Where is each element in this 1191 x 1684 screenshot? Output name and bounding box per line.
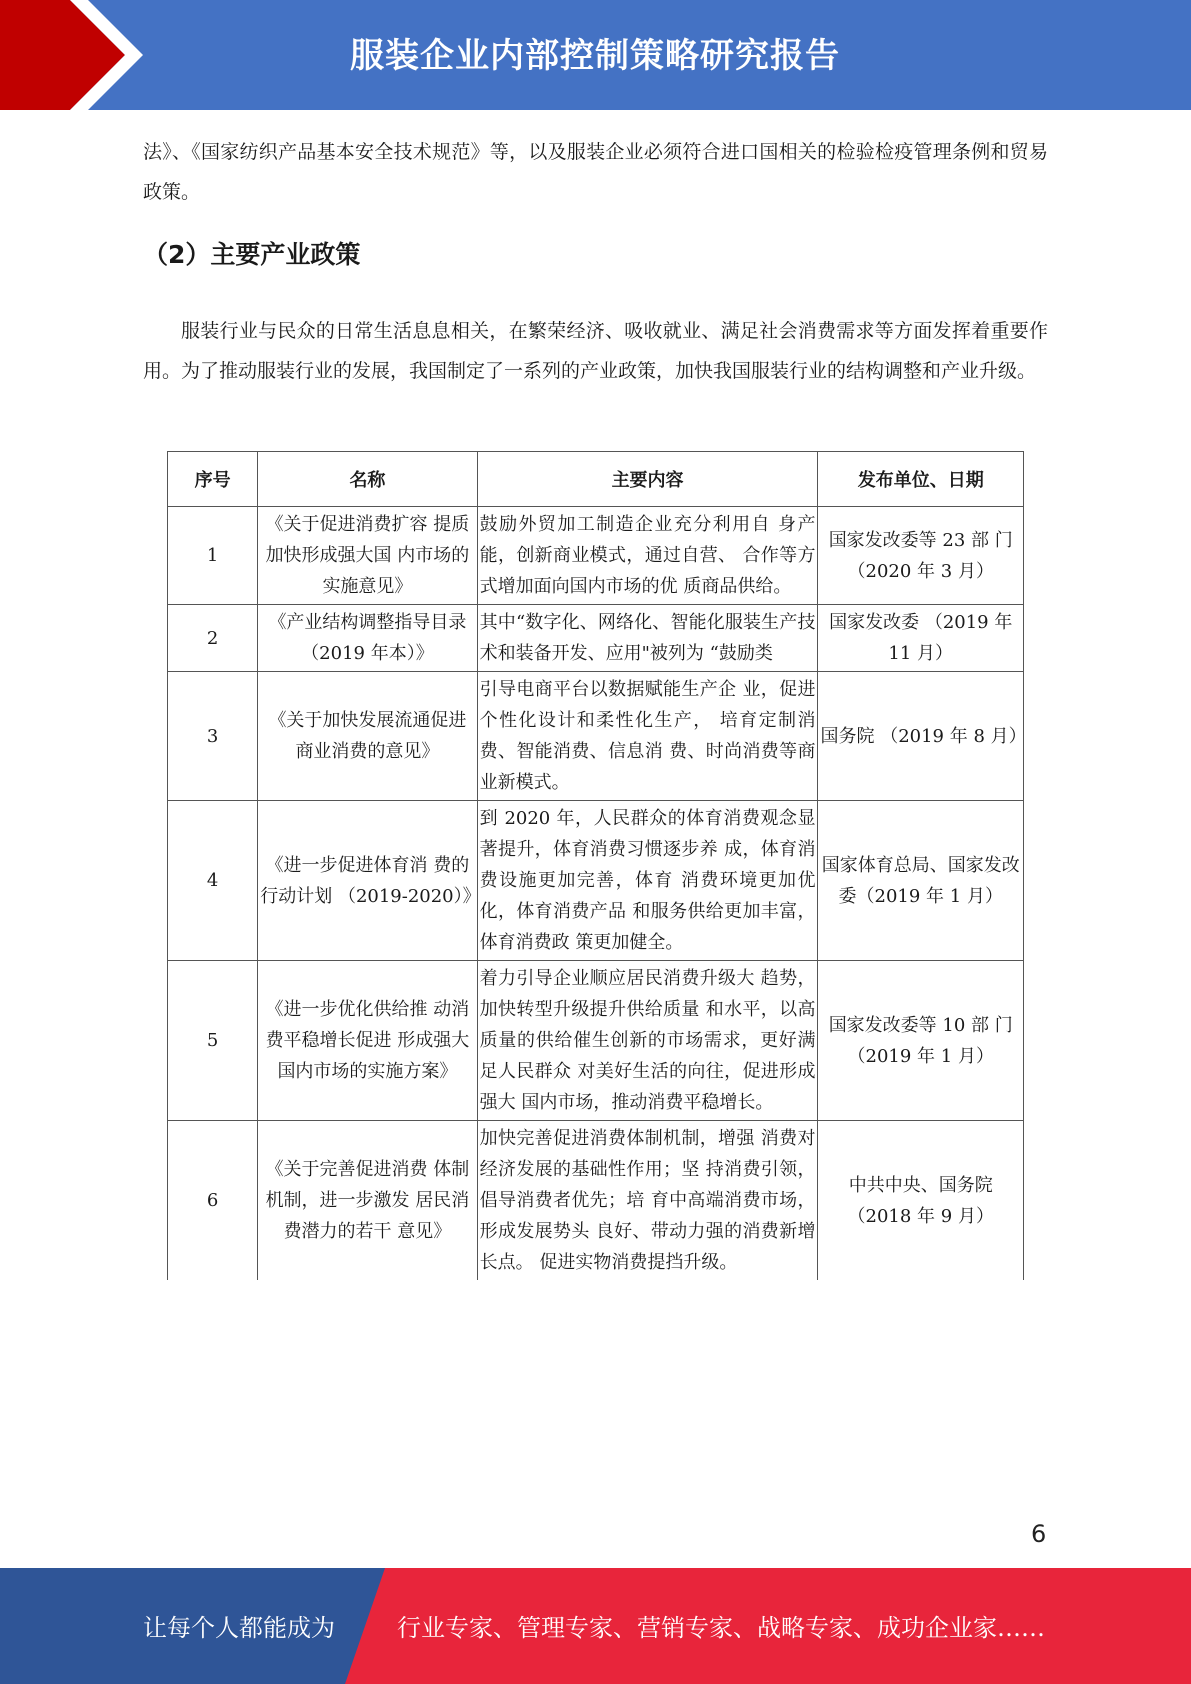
row-number: 6 bbox=[168, 1121, 258, 1281]
header-content: 主要内容 bbox=[477, 452, 818, 507]
table-row bbox=[168, 961, 1024, 1121]
row-publisher-date: 国家发改委等 10 部 门（2019 年 1 月） bbox=[818, 961, 1024, 1121]
page-footer bbox=[0, 1568, 1191, 1684]
row-publisher-date: 中共中央、国务院（2018 年 9 月） bbox=[818, 1121, 1024, 1281]
row-number: 3 bbox=[168, 672, 258, 801]
row-publisher-date: 国家发改委等 23 部 门（2020 年 3 月） bbox=[818, 507, 1024, 605]
row-publisher-date: 国务院 （2019 年 8 月） bbox=[818, 672, 1024, 801]
document-title: 服装企业内部控制策略研究报告 bbox=[350, 36, 840, 76]
header-chevron-decoration bbox=[0, 0, 150, 110]
table-row bbox=[168, 605, 1024, 672]
header-name: 名称 bbox=[258, 452, 477, 507]
row-policy-name: 《产业结构调整指导目录（2019 年本）》 bbox=[258, 605, 477, 672]
row-policy-content: 其中“数字化、网络化、智能化服装生产技术和装备开发、应用"被列为 “鼓励类 bbox=[477, 605, 818, 672]
footer-slogan-right: 行业专家、管理专家、营销专家、战略专家、成功企业家…… bbox=[397, 1614, 1045, 1642]
row-publisher-date: 国家体育总局、国家发改委（2019 年 1 月） bbox=[818, 801, 1024, 961]
table-row bbox=[168, 672, 1024, 801]
footer-slogan-left: 让每个人都能成为 bbox=[143, 1614, 335, 1642]
continued-paragraph: 法》、《国家纺织产品基本安全技术规范》等，以及服装企业必须符合进口国相关的检验检疫管理条例和贸易政策。 bbox=[143, 141, 1048, 203]
table-header-row bbox=[168, 452, 1024, 507]
page-number: 6 bbox=[1031, 1520, 1047, 1548]
table-row bbox=[168, 507, 1024, 605]
row-number: 5 bbox=[168, 961, 258, 1121]
row-policy-name: 《进一步促进体育消 费的行动计划 （2019-2020）》 bbox=[258, 801, 477, 961]
row-number: 1 bbox=[168, 507, 258, 605]
row-policy-content: 加快完善促进消费体制机制，增强 消费对经济发展的基础性作用；坚 持消费引领，倡导消费者优先；培 育中高端消费市场，形成发展势头 良好、带动力强的消费新增长点。 促进实物消费提挡升级。 bbox=[477, 1121, 818, 1281]
table-row bbox=[168, 801, 1024, 961]
policy-table bbox=[167, 451, 1027, 1280]
page-header bbox=[0, 0, 1191, 110]
row-number: 2 bbox=[168, 605, 258, 672]
row-number: 4 bbox=[168, 801, 258, 961]
intro-paragraph: 服装行业与民众的日常生活息息相关，在繁荣经济、吸收就业、满足社会消费需求等方面发挥着重要作用。为了推动服装行业的发展，我国制定了一系列的产业政策，加快我国服装行业的结构调整和产业升级。 bbox=[143, 320, 1048, 382]
row-policy-content: 到 2020 年，人民群众的体育消费观念显著提升，体育消费习惯逐步养 成，体育消费设施更加完善，体育 消费环境更加优化，体育消费产品 和服务供给更加丰富，体育消费政 策更加健全。 bbox=[477, 801, 818, 961]
row-policy-name: 《关于加快发展流通促进商业消费的意见》 bbox=[258, 672, 477, 801]
row-policy-content: 鼓励外贸加工制造企业充分利用自 身产能，创新商业模式，通过自营、 合作等方式增加面向国内市场的优 质商品供给。 bbox=[477, 507, 818, 605]
header-publisher: 发布单位、日期 bbox=[818, 452, 1024, 507]
row-policy-name: 《关于促进消费扩容 提质加快形成强大国 内市场的实施意见》 bbox=[258, 507, 477, 605]
row-policy-content: 引导电商平台以数据赋能生产企 业，促进个性化设计和柔性化生产， 培育定制消费、智能消费、信息消 费、时尚消费等商业新模式。 bbox=[477, 672, 818, 801]
table-row bbox=[168, 1121, 1024, 1281]
section-heading: （2）主要产业政策 bbox=[143, 240, 361, 269]
row-policy-content: 着力引导企业顺应居民消费升级大 趋势，加快转型升级提升供给质量 和水平，以高质量的供给催生创新的市场需求，更好满足人民群众 对美好生活的向往，促进形成强大 国内市场，推动消费平稳增长。 bbox=[477, 961, 818, 1121]
row-policy-name: 《进一步优化供给推 动消费平稳增长促进 形成强大国内市场的实施方案》 bbox=[258, 961, 477, 1121]
row-publisher-date: 国家发改委 （2019 年 11 月） bbox=[818, 605, 1024, 672]
header-number: 序号 bbox=[168, 452, 258, 507]
row-policy-name: 《关于完善促进消费 体制机制，进一步激发 居民消费潜力的若干 意见》 bbox=[258, 1121, 477, 1281]
